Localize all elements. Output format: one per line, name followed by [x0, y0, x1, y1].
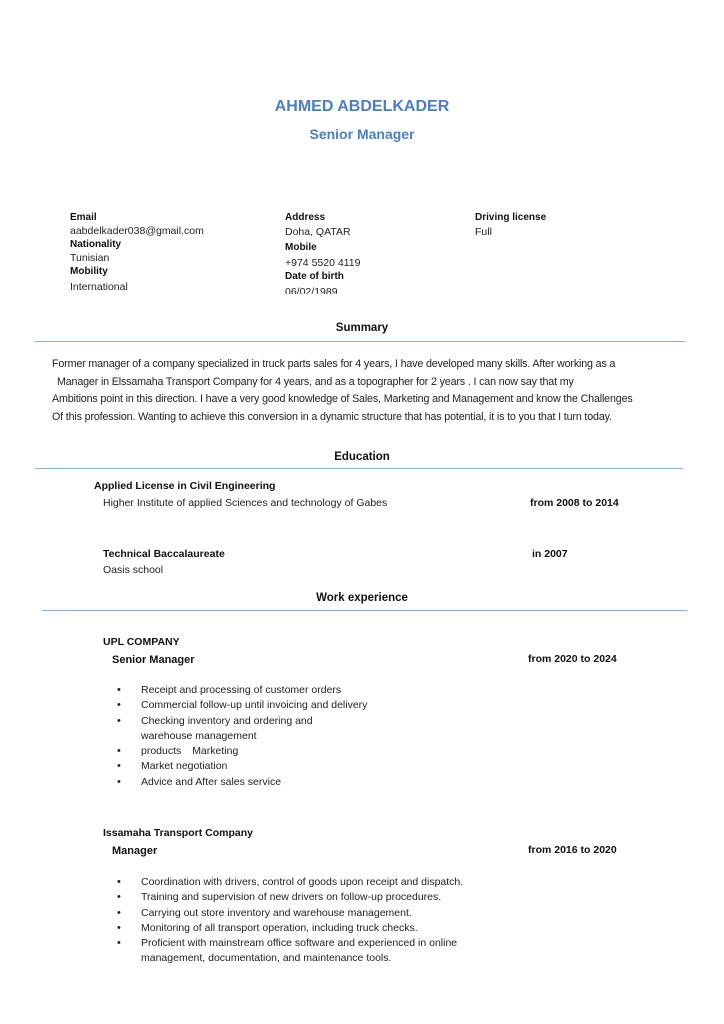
job-bullet [117, 714, 477, 745]
job-bullet-continuation: management, documentation, and maintenance tools. [141, 952, 392, 965]
education-school: Higher Institute of applied Sciences and technology of Gabes [103, 497, 388, 509]
nationality-label: Nationality [70, 239, 122, 250]
job-bullet-text: Proficient with mainstream office software and experienced in online [141, 937, 458, 950]
mobility-label: Mobility [70, 266, 108, 277]
dob-label: Date of birth [285, 271, 344, 282]
job-period: from 2016 to 2020 [528, 844, 617, 856]
job-bullet: • Market negotiation [117, 759, 477, 774]
job-bullets [117, 683, 477, 790]
dob-value: 06/02/1989 [285, 286, 338, 294]
dob-clip [285, 286, 405, 294]
education-heading: Education [334, 451, 390, 463]
address-value: Doha, QATAR [285, 226, 351, 238]
job-bullet: • Commercial follow-up until invoicing and delivery [117, 698, 477, 713]
candidate-name: AHMED ABDELKADER [274, 98, 450, 115]
job-bullet: • Carrying out store inventory and warehouse management. [117, 906, 537, 921]
education-degree: Technical Baccalaureate [103, 548, 225, 560]
job-bullet: • Coordination with drivers, control of goods upon receipt and dispatch. [117, 875, 537, 890]
job-period: from 2020 to 2024 [528, 653, 617, 665]
nationality-value: Tunisian [70, 252, 110, 264]
summary-line: Of this profession. Wanting to achieve this conversion in a dynamic structure that has potential, it is to you that I turn today. [52, 410, 612, 423]
job-role: Senior Manager [112, 654, 195, 666]
job-bullet: • products Marketing [117, 744, 477, 759]
license-label: Driving license [475, 212, 547, 223]
email-value: aabdelkader038@gmail.com [70, 225, 204, 237]
education-degree: Applied License in Civil Engineering [94, 480, 276, 492]
experience-divider [42, 610, 687, 611]
email-label: Email [70, 212, 97, 223]
job-bullet: • Monitoring of all transport operation, including truck checks. [117, 921, 537, 936]
license-value: Full [475, 226, 492, 238]
address-label: Address [285, 212, 326, 223]
mobile-label: Mobile [285, 242, 317, 253]
education-divider [35, 468, 683, 469]
summary-heading: Summary [335, 322, 389, 334]
summary-line: Former manager of a company specialized in truck parts sales for 4 years, I have developed many skills. After working as a [52, 358, 616, 370]
job-bullet [117, 936, 537, 967]
job-bullet-continuation: warehouse management [141, 729, 257, 742]
summary-line: Manager in Elssamaha Transport Company for 4 years, and as a topographer for 2 years . I can now say that my [57, 375, 574, 388]
summary-divider [35, 341, 685, 342]
job-role: Manager [112, 845, 158, 857]
job-bullet-text: Checking inventory and ordering and [141, 714, 313, 727]
education-school: Oasis school [103, 564, 164, 576]
education-period: in 2007 [532, 548, 568, 560]
mobile-value: +974 5520 4119 [285, 257, 361, 269]
mobility-value: International [70, 281, 128, 293]
job-bullets [117, 875, 537, 967]
education-period: from 2008 to 2014 [530, 497, 619, 509]
job-bullet: • Training and supervision of new drivers on follow-up procedures. [117, 890, 537, 905]
job-bullet: • Receipt and processing of customer orders [117, 683, 477, 698]
summary-line: Ambitions point in this direction. I have a very good knowledge of Sales, Marketing and Management and know the Challenges [52, 393, 633, 406]
summary-text [52, 356, 677, 426]
job-bullet: • Advice and After sales service [117, 775, 477, 790]
candidate-title: Senior Manager [309, 126, 415, 142]
experience-heading: Work experience [316, 592, 408, 604]
job-company: Issamaha Transport Company [103, 827, 253, 839]
job-company: UPL COMPANY [103, 636, 180, 648]
